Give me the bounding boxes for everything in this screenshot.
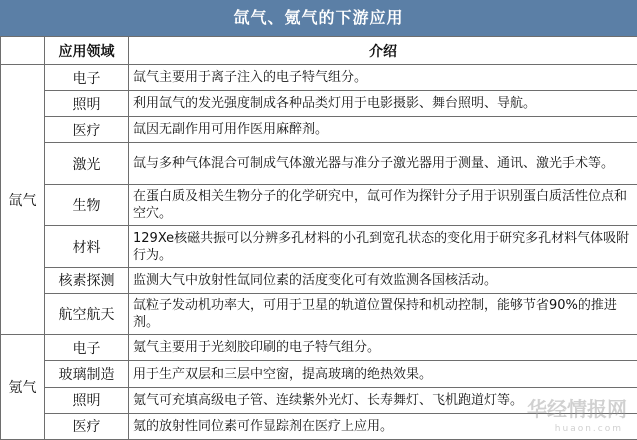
field-cell: 照明 xyxy=(45,387,129,413)
field-cell: 材料 xyxy=(45,226,129,267)
table-row xyxy=(1,91,637,117)
desc-cell: 氙因无副作用可用作医用麻醉剂。 xyxy=(129,117,637,143)
field-cell: 医疗 xyxy=(45,413,129,439)
table-row xyxy=(1,117,637,143)
field-cell: 生物 xyxy=(45,184,129,225)
table-row xyxy=(1,65,637,91)
desc-cell: 氪气可充填高级电子管、连续紫外光灯、长寿舞灯、飞机跑道灯等。 xyxy=(129,387,637,413)
header-group xyxy=(1,37,45,65)
field-cell: 照明 xyxy=(45,91,129,117)
desc-cell: 利用氙气的发光强度制成各种品类灯用于电影摄影、舞台照明、导航。 xyxy=(129,91,637,117)
watermark-logo: 华经情报网 xyxy=(527,397,627,421)
table-row xyxy=(1,361,637,387)
header-field: 应用领域 xyxy=(45,37,129,65)
desc-cell: 监测大气中放射性氙同位素的活度变化可有效监测各国核活动。 xyxy=(129,267,637,293)
group-label-krypton: 氪气 xyxy=(1,335,45,440)
table-row xyxy=(1,387,637,413)
desc-cell: 氙气主要用于离子注入的电子特气组分。 xyxy=(129,65,637,91)
desc-cell: 129Xe核磁共振可以分辨多孔材料的小孔到宽孔状态的变化用于研究多孔材料气体吸附行为。 xyxy=(129,226,637,267)
field-cell: 航空航天 xyxy=(45,293,129,334)
watermark-url: huaon.com xyxy=(554,424,623,434)
desc-cell: 用于生产双层和三层中空窗，提高玻璃的绝热效果。 xyxy=(129,361,637,387)
header-row xyxy=(1,37,637,65)
field-cell: 电子 xyxy=(45,65,129,91)
table-row xyxy=(1,267,637,293)
group-label-xenon: 氙气 xyxy=(1,65,45,335)
table-row xyxy=(1,143,637,184)
field-cell: 激光 xyxy=(45,143,129,184)
desc-cell: 在蛋白质及相关生物分子的化学研究中，氙可作为探针分子用于识别蛋白质活性位点和空穴。 xyxy=(129,184,637,225)
table-row xyxy=(1,335,637,361)
field-cell: 电子 xyxy=(45,335,129,361)
applications-table xyxy=(0,36,637,440)
table-row xyxy=(1,184,637,225)
desc-cell: 氙粒子发动机功率大，可用于卫星的轨道位置保持和机动控制，能够节省90%的推进剂。 xyxy=(129,293,637,334)
header-desc: 介绍 xyxy=(129,37,637,65)
desc-cell: 氪气主要用于光刻胶印刷的电子特气组分。 xyxy=(129,335,637,361)
field-cell: 玻璃制造 xyxy=(45,361,129,387)
table-title: 氙气、氪气的下游应用 xyxy=(0,0,637,36)
field-cell: 核素探测 xyxy=(45,267,129,293)
table-row xyxy=(1,413,637,439)
desc-cell: 氪的放射性同位素可作显踪剂在医疗上应用。 xyxy=(129,413,637,439)
table-row xyxy=(1,293,637,334)
table-row xyxy=(1,226,637,267)
desc-cell: 氙与多种气体混合可制成气体激光器与准分子激光器用于测量、通讯、激光手术等。 xyxy=(129,143,637,184)
field-cell: 医疗 xyxy=(45,117,129,143)
